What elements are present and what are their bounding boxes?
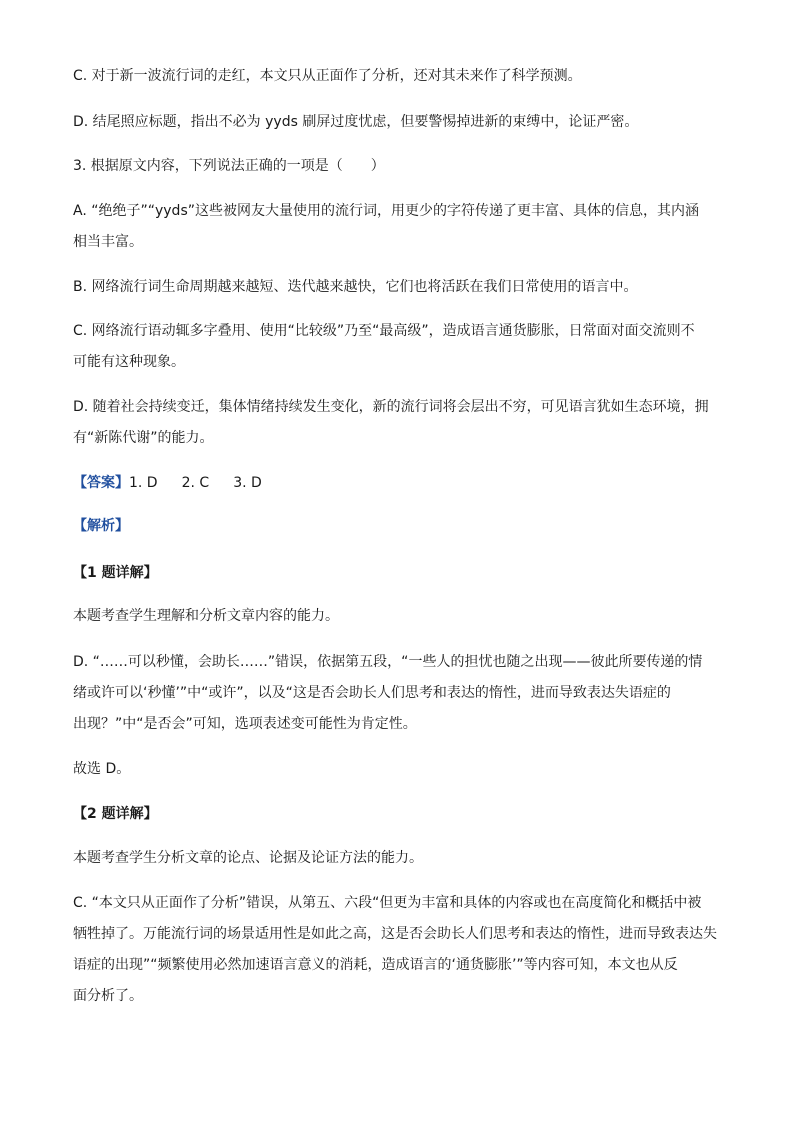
detail-1-conclusion: 故选 D。 bbox=[73, 761, 131, 777]
detail-2-line3: 语症的出现”“频繁使用必然加速语言意义的消耗，造成语言的‘通货膨胀’”等内容可知，本文也从反 bbox=[73, 957, 678, 973]
detail-2-heading: 【2 题详解】 bbox=[73, 806, 158, 822]
option-d-q3-line2: 有“新陈代谢”的能力。 bbox=[73, 430, 214, 446]
option-d-q3-line1: D. 随着社会持续变迁，集体情绪持续发生变化，新的流行词将会层出不穷，可见语言犹如生态环境，拥 bbox=[73, 399, 709, 415]
question-3-stem: 3. 根据原文内容，下列说法正确的一项是（ ） bbox=[73, 158, 385, 174]
detail-1-line2: 绪或许可以‘秒懂’”中“或许”，以及“这是否会助长人们思考和表达的惰性，进而导致表达失语症的 bbox=[73, 685, 671, 701]
answer-2: 2. C bbox=[181, 475, 210, 491]
option-c-q3-line2: 可能有这种现象。 bbox=[73, 354, 185, 370]
analysis-heading: 【解析】 bbox=[73, 518, 129, 534]
answer-3: 3. D bbox=[233, 475, 262, 491]
answer-label: 【答案】 bbox=[73, 475, 129, 491]
detail-2-intro: 本题考查学生分析文章的论点、论据及论证方法的能力。 bbox=[73, 850, 423, 866]
detail-1-line3: 出现？”中“是否会”可知，选项表述变可能性为肯定性。 bbox=[73, 716, 417, 732]
detail-1-heading: 【1 题详解】 bbox=[73, 565, 158, 581]
option-a-q3-line1: A. “绝绝子”“yyds”这些被网友大量使用的流行词，用更少的字符传递了更丰富、具体的信息，其内涵 bbox=[73, 203, 699, 219]
detail-2-line4: 面分析了。 bbox=[73, 988, 143, 1004]
answer-line bbox=[73, 473, 733, 493]
option-a-q3-line2: 相当丰富。 bbox=[73, 234, 143, 250]
detail-2-line2: 牺牲掉了。万能流行词的场景适用性是如此之高，这是否会助长人们思考和表达的惰性，进而导致表达失 bbox=[73, 926, 717, 942]
option-c-q3-line1: C. 网络流行语动辄多字叠用、使用“比较级”乃至“最高级”，造成语言通货膨胀，日常面对面交流则不 bbox=[73, 323, 695, 339]
answer-1: 1. D bbox=[129, 475, 158, 491]
option-b-q3: B. 网络流行词生命周期越来越短、迭代越来越快，它们也将活跃在我们日常使用的语言中。 bbox=[73, 279, 638, 295]
option-d-q2: D. 结尾照应标题，指出不必为 yyds 刷屏过度忧虑，但要警惕掉进新的束缚中，论证严密。 bbox=[73, 114, 639, 130]
detail-2-line1: C. “本文只从正面作了分析”错误，从第五、六段“但更为丰富和具体的内容或也在高度简化和概括中被 bbox=[73, 895, 702, 911]
detail-1-line1: D. “……可以秒懂，会助长……”错误，依据第五段，“一些人的担忧也随之出现——彼此所要传递的情 bbox=[73, 654, 703, 670]
detail-1-intro: 本题考查学生理解和分析文章内容的能力。 bbox=[73, 608, 339, 624]
option-c-q2: C. 对于新一波流行词的走红，本文只从正面作了分析，还对其未来作了科学预测。 bbox=[73, 68, 582, 84]
